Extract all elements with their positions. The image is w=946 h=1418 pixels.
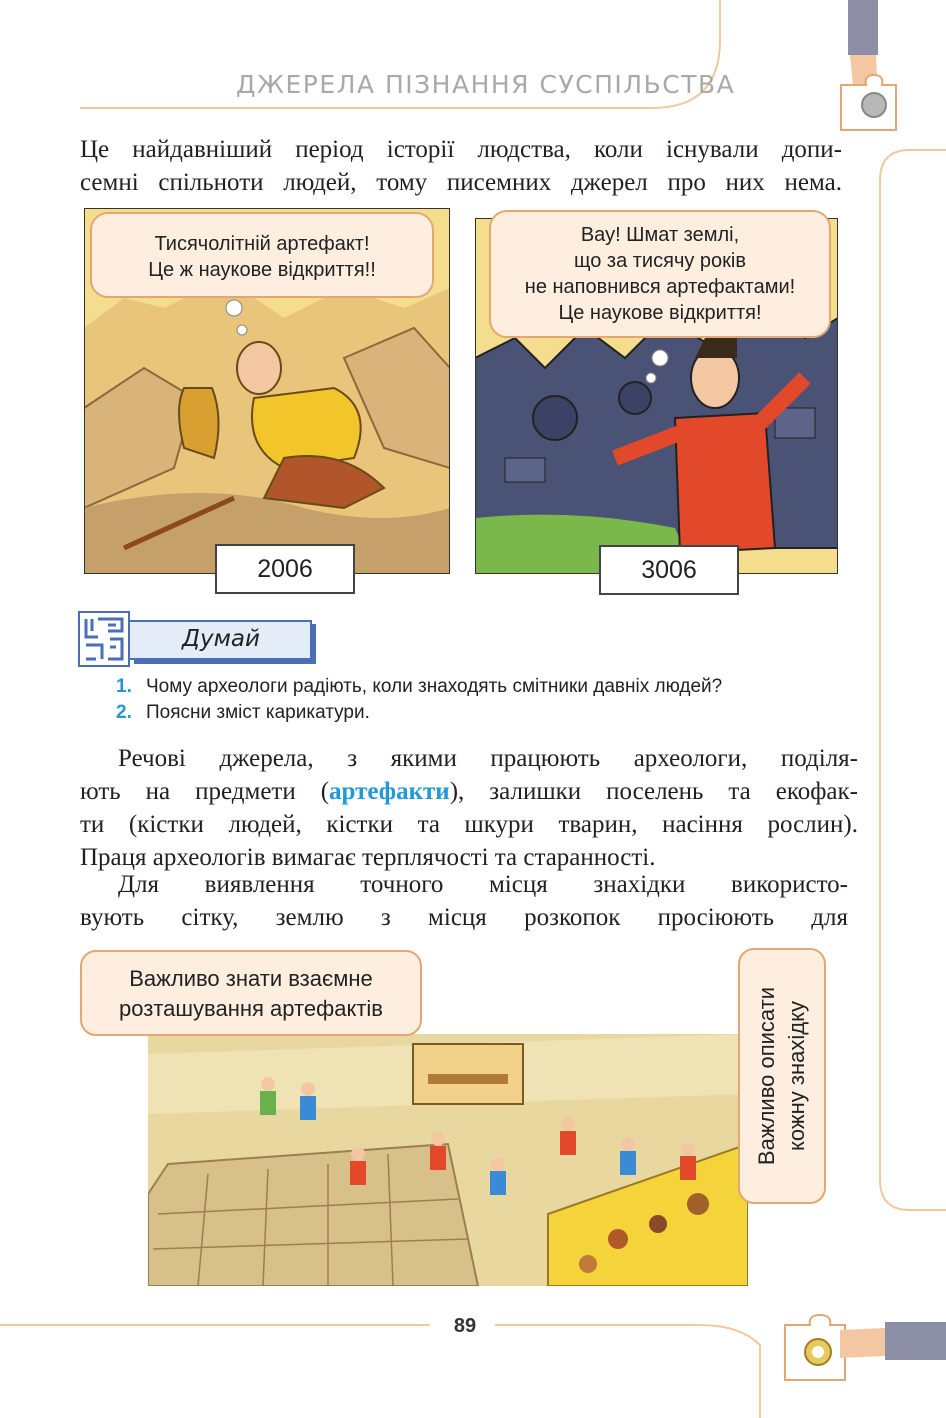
hand-puzzle-icon <box>836 0 946 140</box>
body-paragraph-1 <box>80 742 858 874</box>
body-paragraph-2 <box>80 868 848 934</box>
excavation-site-illustration <box>148 1034 748 1286</box>
page-number: 89 <box>453 1315 477 1337</box>
speech-bubble-right <box>489 210 831 338</box>
maze-icon <box>78 611 130 667</box>
body-line: Праця археологів вимагає терплячості та старанності. <box>80 844 656 871</box>
callout-relative-position <box>80 950 422 1036</box>
bubble-line: Це ж наукове відкриття!! <box>148 259 376 281</box>
intro-line: Це найдавніший період історії людства, коли існували допи- <box>80 136 842 163</box>
body-text: ють на предмети ( <box>80 778 330 805</box>
body-text: ), залишки поселень та екофак- <box>449 778 858 805</box>
bubble-line: не наповнився артефактами! <box>524 276 796 298</box>
comic-panel-3006 <box>475 218 838 584</box>
intro-line: семні спільноти людей, тому писемних джерел про них нема. <box>80 169 842 196</box>
comic-panel-2006 <box>84 208 450 583</box>
question-text: Поясни зміст карикатури. <box>146 702 370 723</box>
question-item <box>116 702 370 724</box>
question-number: 1. <box>116 676 132 697</box>
body-line: ти (кістки людей, кістки та шкури тварин, насіння рослин). <box>80 811 858 838</box>
year-label-3006: 3006 <box>599 545 739 595</box>
speech-bubble-left <box>90 212 434 298</box>
term-artefacts: артефакти <box>329 778 450 805</box>
callout-describe-finding <box>738 948 826 1204</box>
hand-puzzle-icon <box>780 1300 946 1390</box>
body-line: вують сітку, землю з місця розкопок просіюють для <box>80 904 848 931</box>
body-line: Для виявлення точного місця знахідки використо- <box>118 871 848 898</box>
question-item <box>116 676 722 698</box>
body-line: Речові джерела, з якими працюють археологи, поділя- <box>118 745 858 772</box>
think-label: Думай <box>182 626 260 652</box>
year-label-2006: 2006 <box>215 544 355 594</box>
callout-line: Важливо знати взаємне <box>129 966 373 991</box>
intro-paragraph <box>80 133 842 199</box>
think-label-box <box>130 620 312 660</box>
question-number: 2. <box>116 702 132 723</box>
question-text: Чому археологи радіють, коли знаходять смітники давніх людей? <box>146 676 723 697</box>
section-header-title: ДЖЕРЕЛА ПІЗНАННЯ СУСПІЛЬСТВА <box>236 70 736 99</box>
callout-line: розташування артефактів <box>119 996 383 1021</box>
callout-line: кожну знахідку <box>784 1001 809 1151</box>
bubble-line: Вау! Шмат землі, <box>580 224 740 246</box>
callout-line: Важливо описати <box>754 986 779 1166</box>
bubble-line: Це наукове відкриття! <box>558 302 762 324</box>
bubble-line: Тисячолітній артефакт! <box>154 233 370 255</box>
bubble-line: що за тисячу років <box>574 250 746 272</box>
body-line <box>80 775 858 808</box>
